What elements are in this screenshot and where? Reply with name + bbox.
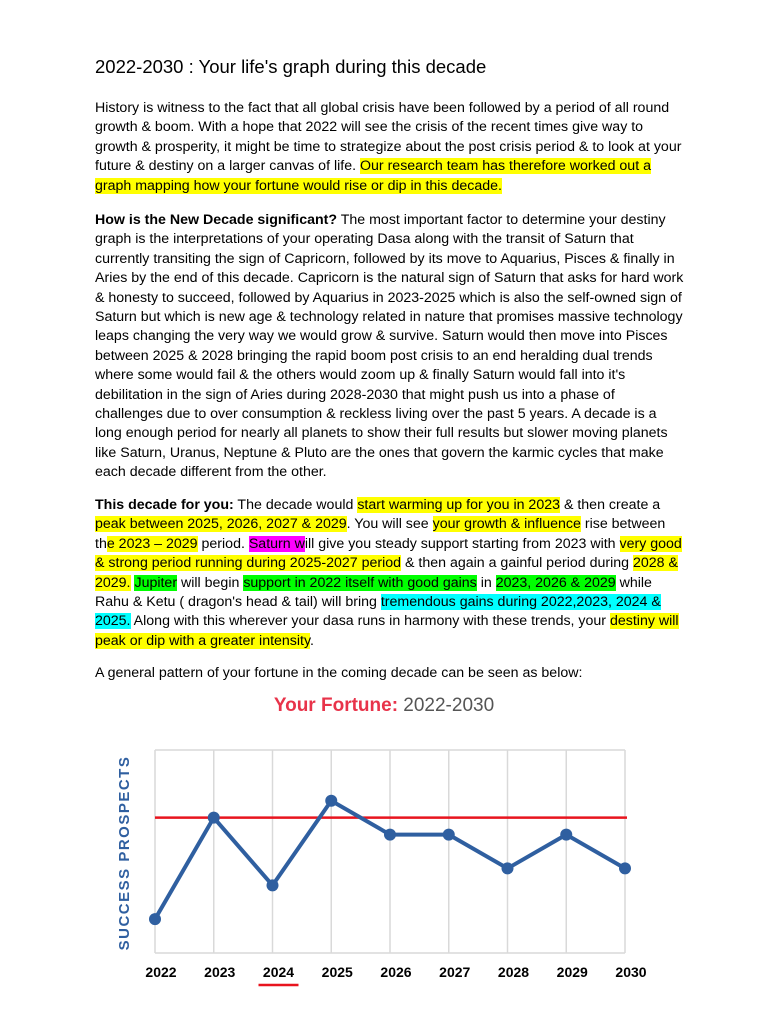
- x-tick-label: 2030: [615, 964, 647, 980]
- pattern-intro-paragraph: A general pattern of your fortune in the coming decade can be seen as below:: [95, 665, 583, 681]
- highlight-yellow: peak between 2025, 2026, 2027 & 2029: [95, 516, 347, 533]
- data-point: [502, 862, 514, 874]
- intro-paragraph: [95, 99, 685, 196]
- text-run: will begin: [177, 574, 244, 591]
- highlight-yellow: destiny will peak or dip with a greater intensity: [95, 613, 679, 649]
- x-tick-label: 2029: [556, 964, 588, 980]
- data-point: [560, 829, 572, 841]
- data-point: [619, 862, 631, 874]
- data-point: [443, 829, 455, 841]
- text-run: The decade would: [233, 497, 358, 513]
- text-run: in: [476, 574, 496, 591]
- text-run: History is witness to the fact that all global crisis have been followed by a period of all round growth & boom. With a hope that 2022 will see the crisis of the recent times give way to growth & prosperity, it might be time to strategize about the post crisis period & to look at your future & destiny on a larger canvas of life.: [95, 100, 682, 175]
- text-run: & then create a: [560, 497, 661, 513]
- y-axis-label: SUCCESS PROSPECTS: [116, 755, 133, 951]
- highlight-green: support in 2022 itself with good gains: [243, 574, 477, 591]
- highlight-yellow: your growth & influence: [432, 516, 581, 533]
- highlight-cyan: tremendous gains during 2022,2023, 2024 & 2025.: [95, 594, 661, 630]
- text-run: ill give you steady support starting from 2023 with: [304, 535, 620, 552]
- data-point: [267, 879, 279, 891]
- highlight-yellow: very good & strong period running during 2025-2027 period: [95, 535, 682, 572]
- data-point: [384, 829, 396, 841]
- chart-grid: [155, 750, 625, 953]
- text-run: . You will see: [346, 516, 433, 533]
- x-tick-label: 2025: [321, 964, 353, 980]
- highlight-yellow: start warming up for you in 2023: [357, 497, 560, 513]
- x-tick-label: 2024: [262, 964, 295, 980]
- x-tick-label: 2027: [439, 964, 471, 980]
- x-tick-label: 2022: [145, 964, 177, 980]
- x-tick-label: 2023: [204, 964, 236, 980]
- highlight-green: 2023, 2026 & 2029: [495, 574, 616, 591]
- text-run: & then again a gainful period during: [401, 555, 633, 572]
- highlight-yellow: e 2023 – 2029: [106, 535, 198, 552]
- text-run: while Rahu & Ketu ( dragon's head & tail) will bring: [95, 574, 652, 611]
- chart-title: [0, 695, 768, 717]
- text-run: The most important factor to determine your destiny graph is the interpretations of your operating Dasa along with the transit of Saturn that currently transiting the sign of Capricorn, followed by its move to Aquarius, Pisces & finally in Aries by the end of this decade. Capricorn is the natural sign of Saturn that asks for hard work & honesty to succeed, followed by Aquarius in 2023-2025 which is also the self-owned sign of Saturn but which is new age & technology related in nature that promises massive technology leaps changing the very way we would grow & survive. Saturn would then move into Pisces between 2025 & 2028 bringing the rapid boom post crisis to an end heralding dual trends where some would fail & the others would zoom up & finally Saturn would fall into it's debilitation in the sign of Aries during 2028-2030 that might push us into a phase of challenges due to over consumption & reckless living over the past 5 years. A decade is a long enough period for nearly all planets to show their full results but slower moving planets like Saturn, Uranus, Neptune & Pluto are the ones that govern the karmic cycles that make each decade different from the other.: [95, 212, 684, 481]
- fortune-line-chart: [0, 735, 768, 995]
- highlight-magenta: Saturn w: [248, 535, 305, 552]
- document-title: 2022-2030 : Your life's graph during this decade: [95, 56, 487, 77]
- chart-title-lead: Your Fortune:: [273, 695, 399, 716]
- highlight-yellow: 2028 & 2029.: [95, 555, 678, 591]
- x-tick-label: 2026: [380, 964, 412, 980]
- text-run: period.: [197, 535, 249, 552]
- x-tick-label: 2028: [497, 964, 530, 980]
- data-point: [325, 795, 337, 807]
- text-run: rise between th: [95, 516, 666, 552]
- data-point: [149, 913, 161, 925]
- highlight-green: Jupiter: [134, 574, 178, 591]
- chart-title-rest: 2022-2030: [398, 695, 495, 716]
- decade-significance-paragraph: [95, 211, 685, 483]
- highlight-yellow: Our research team has therefore worked out a graph mapping how your fortune would rise or dip in this decade.: [95, 158, 651, 194]
- data-point: [208, 812, 220, 824]
- bold-heading: This decade for you:: [95, 497, 234, 513]
- text-run: .: [310, 632, 314, 649]
- bold-heading: How is the New Decade significant?: [95, 212, 338, 228]
- text-run: Along with this wherever your dasa runs in harmony with these trends, your: [130, 613, 610, 630]
- decade-for-you-paragraph: [95, 496, 685, 651]
